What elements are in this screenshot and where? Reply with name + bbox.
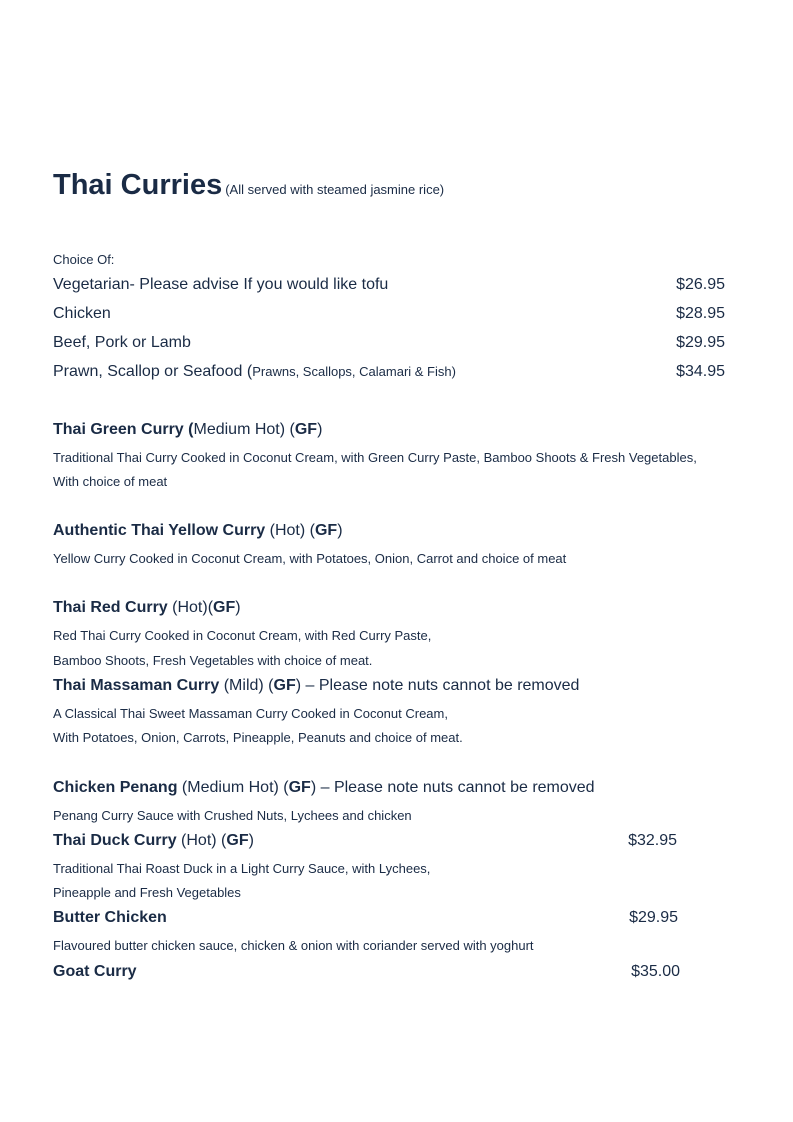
item-price: $29.95 xyxy=(629,909,678,926)
item-chicken-penang xyxy=(53,779,595,797)
item-name: Butter Chicken xyxy=(53,909,167,926)
item-thai-yellow-curry xyxy=(53,522,343,540)
item-name: Thai Green Curry ( xyxy=(53,421,194,438)
item-butter-chicken xyxy=(53,909,167,927)
page-subtitle: (All served with steamed jasmine rice) xyxy=(225,182,445,197)
option-price: $26.95 xyxy=(676,276,725,293)
choice-label: Choice Of: xyxy=(53,252,115,267)
item-price: $35.00 xyxy=(631,963,680,980)
gf-badge: GF xyxy=(294,421,318,438)
item-heat: (Mild) ( xyxy=(219,677,274,694)
option-vegetarian xyxy=(53,276,388,294)
item-name: Thai Duck Curry xyxy=(53,832,177,849)
item-note: ) xyxy=(337,522,343,539)
item-thai-red-curry xyxy=(53,599,241,617)
item-goat-curry xyxy=(53,963,137,981)
item-description: With choice of meat xyxy=(53,474,168,489)
item-note: ) – Please note nuts cannot be removed xyxy=(295,677,580,694)
option-price: $34.95 xyxy=(676,363,725,380)
gf-badge: GF xyxy=(273,677,296,694)
item-description: Yellow Curry Cooked in Coconut Cream, with Potatoes, Onion, Carrot and choice of meat xyxy=(53,551,567,566)
option-text: Prawn, Scallop or Seafood ( xyxy=(53,363,253,380)
item-description: Traditional Thai Roast Duck in a Light Curry Sauce, with Lychees, xyxy=(53,861,431,876)
item-thai-massaman-curry xyxy=(53,677,579,695)
item-description: With Potatoes, Onion, Carrots, Pineapple, Peanuts and choice of meat. xyxy=(53,730,463,745)
item-name: Goat Curry xyxy=(53,963,137,980)
item-heat: (Hot)( xyxy=(167,599,214,616)
item-description: A Classical Thai Sweet Massaman Curry Cooked in Coconut Cream, xyxy=(53,706,448,721)
option-beef-pork-lamb xyxy=(53,334,191,352)
option-seafood xyxy=(53,363,456,381)
item-description: Traditional Thai Curry Cooked in Coconut Cream, with Green Curry Paste, Bamboo Shoots & Fresh Vegetables, xyxy=(53,450,697,465)
option-chicken xyxy=(53,305,111,323)
option-text: Vegetarian- Please advise If you would like tofu xyxy=(53,276,389,293)
item-description: Pineapple and Fresh Vegetables xyxy=(53,885,241,900)
item-note: ) xyxy=(248,832,254,849)
item-description: Bamboo Shoots, Fresh Vegetables with choice of meat. xyxy=(53,653,373,668)
title-text: Thai Curries xyxy=(53,169,223,201)
item-name: Thai Massaman Curry xyxy=(53,677,220,694)
item-price: $32.95 xyxy=(628,832,677,849)
item-thai-green-curry xyxy=(53,421,322,439)
item-name: Authentic Thai Yellow Curry xyxy=(53,522,266,539)
item-name: Chicken Penang xyxy=(53,779,178,796)
item-name: Thai Red Curry xyxy=(53,599,168,616)
option-text: Beef, Pork or Lamb xyxy=(53,334,191,351)
gf-badge: GF xyxy=(213,599,236,616)
item-heat: (Medium Hot) ( xyxy=(177,779,289,796)
option-text: Chicken xyxy=(53,305,111,322)
option-price: $28.95 xyxy=(676,305,725,322)
item-heat: Medium Hot) ( xyxy=(193,421,295,438)
item-note: ) – Please note nuts cannot be removed xyxy=(310,779,595,796)
item-note: ) xyxy=(235,599,241,616)
item-heat: (Hot) ( xyxy=(265,522,315,539)
gf-badge: GF xyxy=(288,779,311,796)
item-note: ) xyxy=(317,421,323,438)
option-price: $29.95 xyxy=(676,334,725,351)
option-note: Prawns, Scallops, Calamari & Fish) xyxy=(252,364,456,379)
page-title xyxy=(53,168,444,207)
item-heat: (Hot) ( xyxy=(176,832,227,849)
gf-badge: GF xyxy=(314,522,338,539)
item-description: Flavoured butter chicken sauce, chicken & onion with coriander served with yoghurt xyxy=(53,938,534,953)
item-description: Red Thai Curry Cooked in Coconut Cream, with Red Curry Paste, xyxy=(53,628,432,643)
item-description: Penang Curry Sauce with Crushed Nuts, Lychees and chicken xyxy=(53,808,412,823)
gf-badge: GF xyxy=(226,832,249,849)
item-thai-duck-curry xyxy=(53,832,254,850)
